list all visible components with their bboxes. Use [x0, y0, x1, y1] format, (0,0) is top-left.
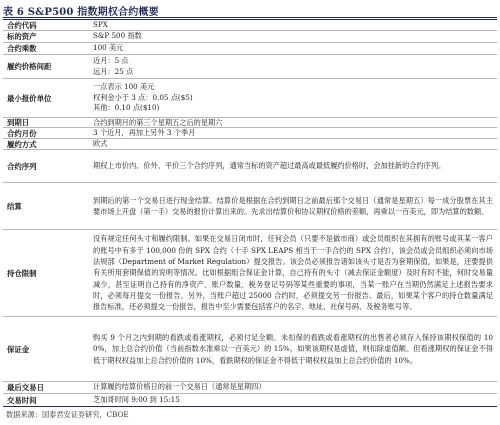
table-row — [3, 31, 497, 43]
row-label: 合约代码 — [7, 20, 37, 30]
value-line: 其他：0.10 点($10) — [93, 103, 160, 113]
row-value — [93, 317, 493, 381]
table-row — [3, 150, 497, 183]
value-line: 100 美元 — [93, 43, 124, 53]
table-title: 表 6 S&P500 指数期权合约概要 — [3, 7, 159, 18]
row-value — [93, 394, 493, 406]
row-value — [93, 79, 493, 117]
table-row — [3, 128, 497, 139]
row-label: 履约价格间距 — [7, 62, 52, 71]
row-label: 合约月份 — [7, 128, 37, 138]
row-value — [93, 150, 493, 182]
table-row — [3, 382, 497, 394]
row-value — [93, 31, 493, 42]
table-row — [3, 139, 497, 150]
value-line: SPX — [93, 20, 108, 29]
value-line: 芝加哥时间 9:00 到 15:15 — [93, 394, 180, 404]
table-row — [3, 19, 497, 31]
data-source: 数据来源：国泰君安证券研究，CBOE — [6, 410, 129, 419]
row-value — [93, 139, 493, 149]
value-line: 3 个近月，再加上另外 3 个季月 — [93, 128, 196, 137]
table-row — [3, 183, 497, 230]
row-label: 标的资产 — [7, 32, 37, 41]
row-value — [93, 230, 493, 316]
row-label: 交易时间 — [7, 395, 37, 405]
row-label: 最后交易日 — [7, 383, 44, 392]
row-value — [93, 128, 493, 138]
row-label: 履约方式 — [7, 139, 37, 149]
value-line: S&P 500 指数 — [93, 31, 142, 41]
value-paragraph: 到期后的第一个交易日进行现金结算。结算价是根据在合约到期日之前最后那个交易日（通常是星期五）每一成分股票在其主要市场上开盘（第一手）交易的报价计算出来的。先求出结算价和协议期权价格的差额，再乘以一百美元，即为结算的数额。 — [93, 195, 493, 216]
table-row — [3, 79, 497, 118]
row-label: 最小报价单位 — [7, 93, 52, 103]
row-value — [93, 382, 493, 393]
table-row — [3, 43, 497, 55]
row-value — [93, 20, 493, 30]
value-paragraph: 没有规定任何头寸和履约限制。如果在交易日闭市时，任何会员（只要不是做市商）或会员组织在其拥有的账号或其某一客户的账号中有多于 100,000 份的 SPX 合约（十手 SPX LEAPS 相当于一手合约的 SPX 合约），该会员或会员组织必须向市场法规部（Department of Market Regulation）提交报告。该会员必须报告诸如该头寸是否为套期保值，如果是，还要提供有关所用套期保值的说明等情况。比如根据组合保证金计算，自己持有的头寸（减去保证金额度）及时有时不能，何时交易量减少，甚至证明自己持有的净资产、账户数量、税务登记号码等某些重要的事项，当某一账户在当期仍然满足上述报告要求时，必须每月提交一份报告。另外，当账户超过 25000 合约时，必须提交另一份报告。最后，如果某个客户的持仓数量满足报告标准，还必须提交一份报告，报告中至少需要包括客户的名字、地址、社保号码、及税务账号等。 — [93, 234, 493, 312]
value-line: 欧式 — [93, 139, 108, 148]
table-row — [3, 55, 497, 79]
table-row — [3, 230, 497, 317]
value-paragraph: 期权上市价内、价外、平价三个合约序列，通常当标的资产超过最高或最低履约价格时，会加挂新的合约序列。 — [93, 161, 446, 171]
row-label: 结算 — [7, 201, 22, 211]
value-line: 一点表示 100 美元 — [93, 82, 155, 92]
title-rule — [3, 17, 497, 18]
value-line: 合约到期月的第三个星期五之后的星期六 — [93, 118, 223, 127]
row-label: 持仓限制 — [7, 268, 37, 278]
value-line: 权利金小于 3 点：0.05 点($5) — [93, 92, 193, 102]
value-line: 近月：5 点 — [93, 56, 129, 65]
row-label: 合约乘数 — [7, 44, 37, 53]
row-value — [93, 118, 493, 127]
row-value — [93, 183, 493, 229]
value-paragraph: 购买 9 个月之内到期的看跌或看涨期权，必须付足全额。未扣保的看跌或看涨期权的出售者必须存入保持该期权保值的 100%，加上总合约价值（当前指数水准乘以一百美元）的 15%，如果该期权是虚值，则扣除虚值额。但看涨期权的保证金不得低于期权权益加上总合约价值的 10%，看跌期权的保证金不得低于期权权益加上总合约价值的 10%。 — [93, 333, 493, 365]
row-value — [93, 43, 493, 54]
table-row — [3, 317, 497, 382]
table-row — [3, 118, 497, 128]
row-value — [93, 55, 493, 78]
value-line: 远月：25 点 — [93, 66, 134, 76]
row-label: 合约序列 — [7, 161, 37, 171]
row-label: 到期日 — [7, 118, 30, 127]
value-line: 计算履约结算价格日的前一个交易日（通常是星期四） — [93, 382, 266, 392]
table-row — [3, 394, 497, 407]
row-label: 保证金 — [7, 344, 30, 354]
